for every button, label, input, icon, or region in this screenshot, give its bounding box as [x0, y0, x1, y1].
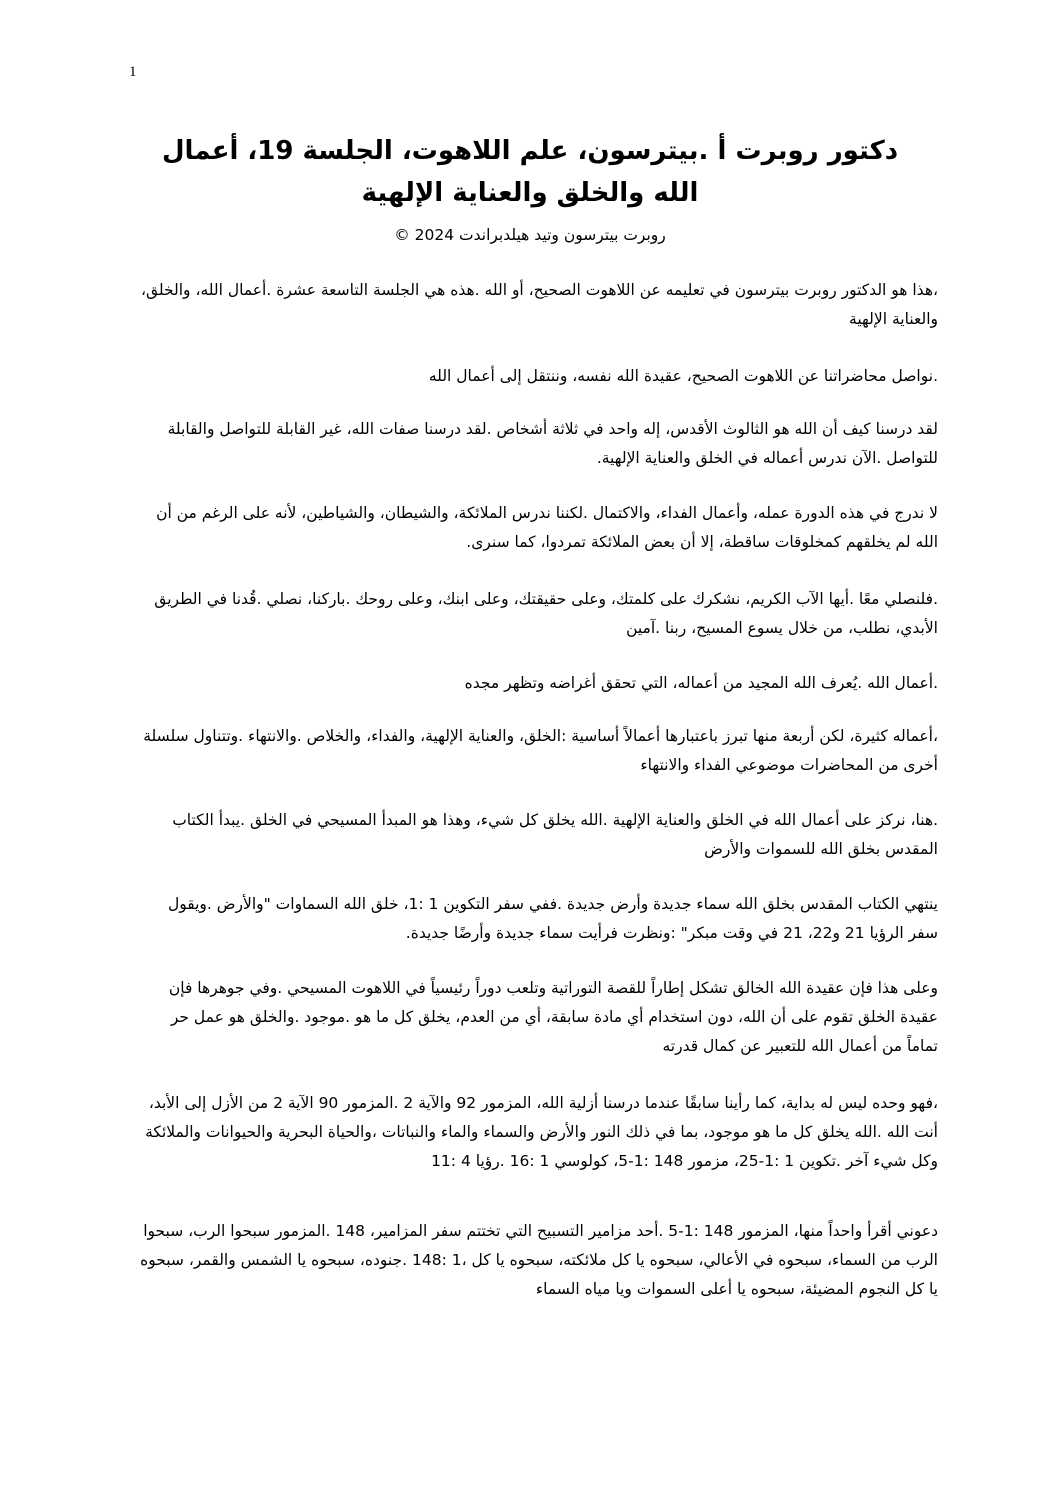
paragraph-1: ،هذا هو الدكتور روبرت بيترسون في تعليمه عن اللاهوت الصحيح، أو الله .هذه هي الجلسة التاسعة عشرة .أعمال الله، والخلق، والعناية الإلهية: [140, 281, 938, 328]
paragraph-7: ،أعماله كثيرة، لكن أربعة منها تبرز باعتبارها أعمالاً أساسية :الخلق، والعناية الإلهية، والفداء، والخلاص .والانتهاء .وتتناول سلسلة أخرى من المحاضرات موضوعي الفداء والانتهاء: [143, 727, 938, 774]
paragraph-5: .فلنصلي معًا .أيها الآب الكريم، نشكرك على كلمتك، وعلى حقيقتك، وعلى ابنك، وعلى روحك .باركنا، نصلي .قُدنا في الطريق الأبدي، نطلب، من خلال يسوع المسيح، ربنا .آمين: [154, 590, 938, 637]
paragraph-4: لا ندرج في هذه الدورة عمله، وأعمال الفداء، والاكتمال .لكننا ندرس الملائكة، والشيطان، والشياطين، لأنه على الرغم من أن الله لم يخلقهم كمخلوقات ساقطة، إلا أن بعض الملائكة تمردوا، كما سنرى.: [156, 504, 938, 551]
copyright-line: روبرت بيترسون وتيد هيلدبراندت 2024 ©: [394, 226, 666, 244]
paragraph-12: دعوني أقرأ واحداً منها، المزمور 148 :1-5 .أحد مزامير التسبيح التي تختتم سفر المزامير، 148 .المزمور سبحوا الرب، سبحوا الرب من السماء، سبحوه في الأعالي، سبحوه يا كل ملائكته، سبحوه يا كل ،1 :148 .جنوده، سبحوه يا الشمس والقمر، سبحوه يا كل النجوم المضيئة، سبحوه يا أعلى السموات ويا مياه السماء: [140, 1222, 938, 1298]
document-title: دكتور روبرت أ .بيترسون، علم اللاهوت، الجلسة 19، أعمال الله والخلق والعناية الإلهية: [161, 136, 899, 208]
paragraph-8: .هنا، نركز على أعمال الله في الخلق والعناية الإلهية .الله يخلق كل شيء، وهذا هو المبدأ المسيحي في الخلق .يبدأ الكتاب المقدس بخلق الله للسموات والأرض: [172, 811, 938, 858]
paragraph-10: وعلى هذا فإن عقيدة الله الخالق تشكل إطاراً للقصة التوراتية وتلعب دوراً رئيسياً في اللاهوت المسيحي .وفي جوهرها فإن عقيدة الخلق تقوم على أن الله، دون استخدام أي مادة سابقة، أي من العدم، يخلق كل ما هو .موجود .والخلق هو عمل حر تماماً من أعمال الله للتعبير عن كمال قدرته: [168, 979, 938, 1055]
paragraph-2: .نواصل محاضراتنا عن اللاهوت الصحيح، عقيدة الله نفسه، وننتقل إلى أعمال الله: [428, 367, 938, 385]
paragraph-6: .أعمال الله .يُعرف الله المجيد من أعماله، التي تحقق أغراضه وتظهر مجده: [464, 674, 938, 692]
paragraph-9: ينتهي الكتاب المقدس بخلق الله سماء جديدة وأرض جديدة .ففي سفر التكوين 1 :1، خلق الله السماوات "والأرض .ويقول سفر الرؤيا 21 و22، 21 في وقت مبكر" :ونظرت فرأيت سماء جديدة وأرضًا جديدة.: [168, 895, 938, 942]
paragraph-11: ،فهو وحده ليس له بداية، كما رأينا سابقًا عندما درسنا أزلية الله، المزمور 92 والآية 2 .المزمور 90 الآية 2 من الأزل إلى الأبد، أنت الله .الله يخلق كل ما هو موجود، بما في ذلك النور والأرض والسماء والماء والنباتات ،والحياة البحرية والحيوانات والملائكة وكل شيء آخر .تكوين 1 :1-25، مزمور 148 :1-5، كولوسي 1 :16 .رؤيا 4 :11: [145, 1094, 938, 1170]
page-number: 1: [129, 64, 137, 80]
paragraph-3: لقد درسنا كيف أن الله هو الثالوث الأقدس، إله واحد في ثلاثة أشخاص .لقد درسنا صفات الله، غير القابلة للتواصل والقابلة للتواصل .الآن ندرس أعماله في الخلق والعناية الإلهية.: [167, 420, 938, 467]
